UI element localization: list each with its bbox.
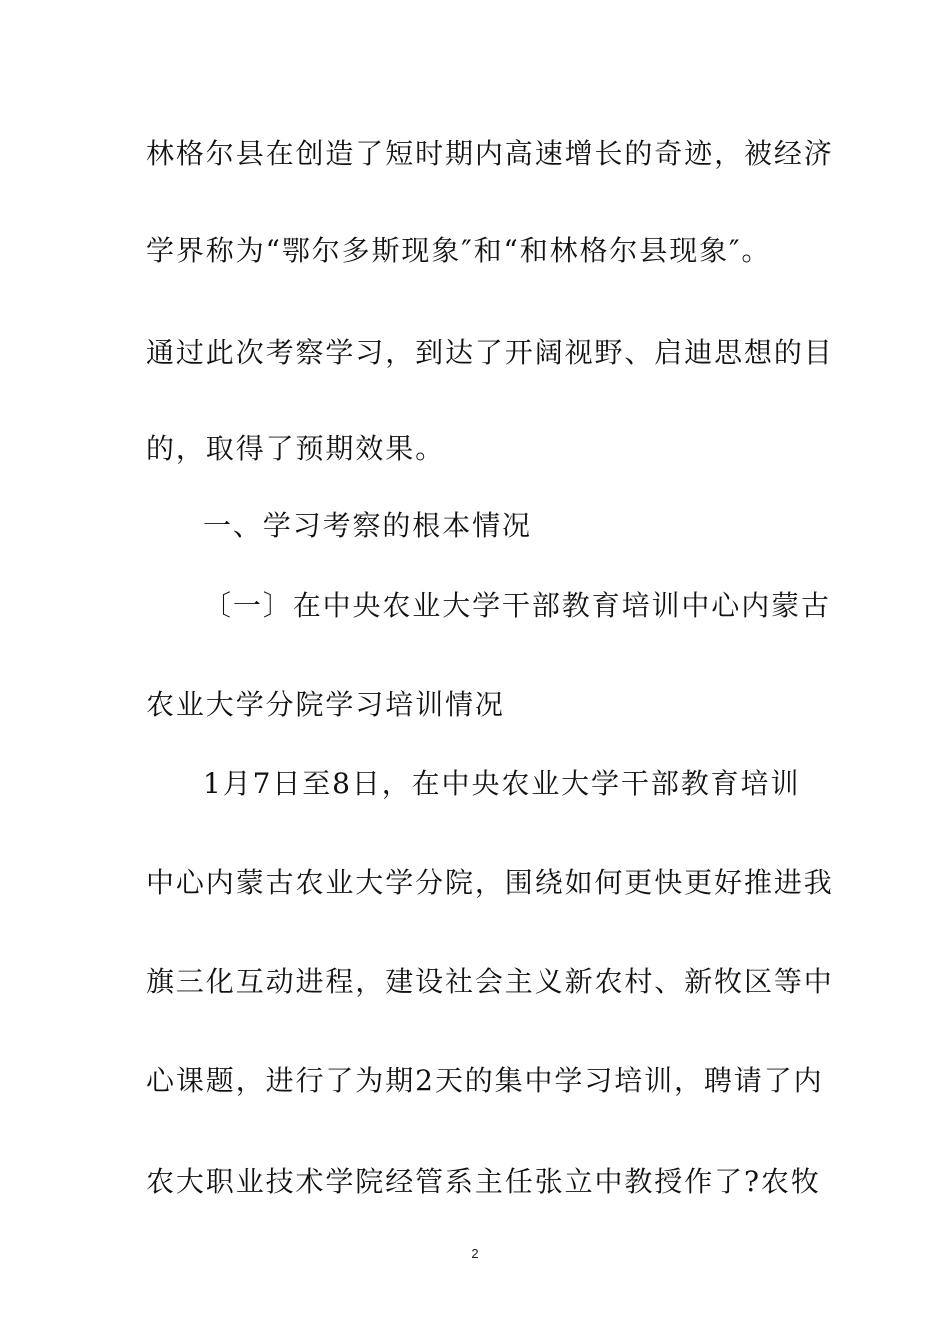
text-line-2: 学界称为“鄂尔多斯现象″和“和林格尔县现象″。 — [146, 234, 772, 267]
text-line-3: 通过此次考察学习，到达了开阔视野、启迪思想的目 — [146, 336, 834, 369]
text-line-12: 农大职业技术学院经管系主任张立中教授作了?农牧 — [146, 1165, 821, 1198]
text-line-1: 林格尔县在创造了短时期内高速增长的奇迹，被经济 — [146, 137, 834, 170]
page-number: 2 — [471, 1246, 479, 1261]
subsection-heading-line-1: 〔一〕在中央农业大学干部教育培训中心内蒙古 — [203, 589, 831, 622]
subsection-heading-line-2: 农业大学分院学习培训情况 — [146, 688, 505, 721]
text-line-11: 心课题，进行了为期2天的集中学习培训，聘请了内 — [146, 1064, 824, 1097]
text-line-10: 旗三化互动进程，建设社会主义新农村、新牧区等中 — [146, 965, 834, 998]
section-heading: 一、学习考察的根本情况 — [203, 509, 532, 542]
text-line-9: 中心内蒙古农业大学分院，围绕如何更快更好推进我 — [146, 866, 834, 899]
text-line-4: 的，取得了预期效果。 — [146, 432, 446, 465]
text-line-8: 1月7日至8日，在中央农业大学干部教育培训 — [203, 767, 801, 800]
